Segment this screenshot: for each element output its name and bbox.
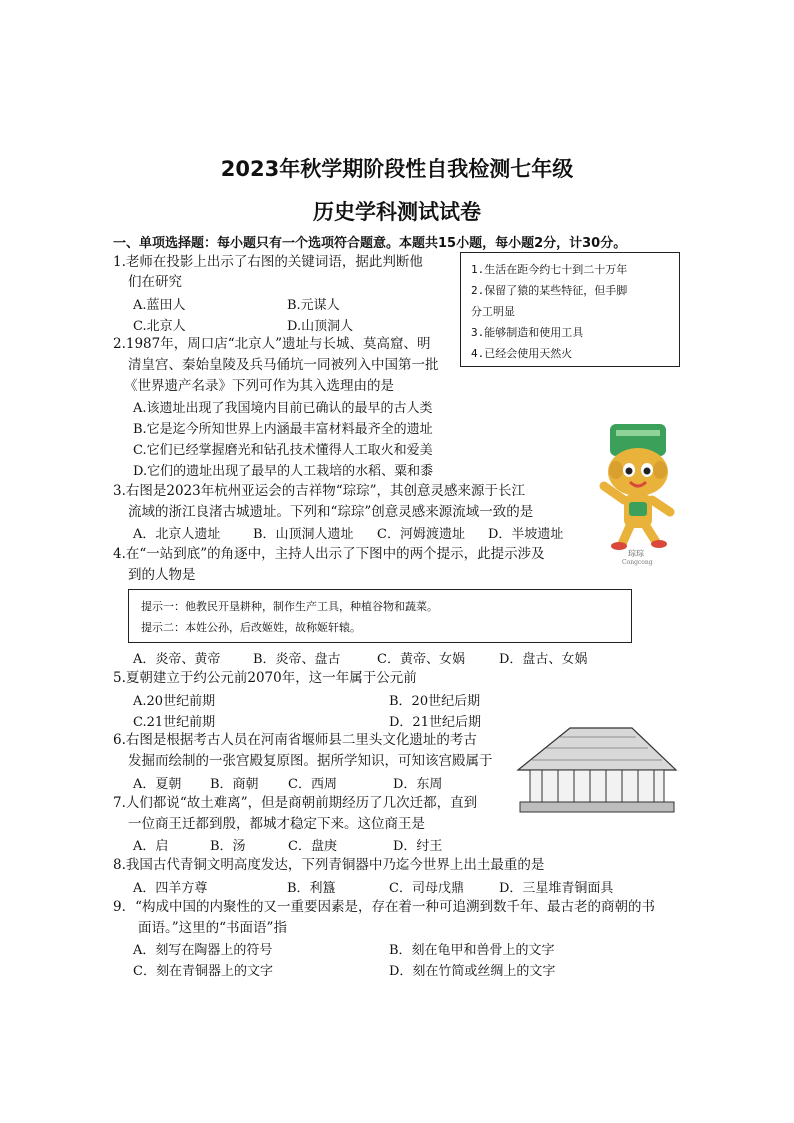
q8-option-c[interactable]: C．司母戊鼎 bbox=[389, 881, 464, 896]
q1-stem-line1: 1.老师在投影上出示了右图的关键词语，据此判断他 bbox=[113, 254, 423, 270]
mascot-leg-left bbox=[622, 526, 630, 544]
q3-option-a[interactable]: A．北京人遗址 bbox=[133, 527, 221, 542]
q5-option-b[interactable]: B．20世纪后期 bbox=[389, 694, 481, 709]
mascot-congcong-image bbox=[588, 420, 688, 570]
q9-option-a[interactable]: A．刻写在陶器上的符号 bbox=[133, 943, 273, 958]
mascot-belly-pattern bbox=[629, 502, 647, 516]
q1-option-b[interactable]: B.元谋人 bbox=[287, 298, 340, 313]
q8-option-d[interactable]: D．三星堆青铜面具 bbox=[499, 881, 614, 896]
mascot-pupil-left bbox=[626, 468, 633, 475]
q6-stem-line2: 发掘而绘制的一张宫殿复原图。据所学知识，可知该宫殿属于 bbox=[128, 753, 493, 769]
q7-option-a[interactable]: A．启 bbox=[133, 839, 169, 854]
q3-option-d[interactable]: D．半坡遗址 bbox=[488, 527, 564, 542]
q4-hint-box bbox=[128, 589, 632, 643]
q7-stem-line1: 7.人们都说“故土难离”，但是商朝前期经历了几次迁都，直到 bbox=[113, 795, 478, 811]
mascot-foot-left bbox=[611, 542, 627, 550]
q1-stem-line2: 们在研究 bbox=[128, 274, 182, 290]
q9-stem-line1: 9．“构成中国的内聚性的又一重要因素是，存在着一种可追溯到数千年、最古老的商朝的书 bbox=[113, 899, 655, 915]
mascot-caption-cn: 琮琮 bbox=[628, 549, 644, 558]
keyword-line: 1.生活在距今约七十到二十万年 bbox=[471, 263, 628, 276]
section-heading: 一、单项选择题：每小题只有一个选项符合题意。本题共15小题，每小题2分，计30分。 bbox=[113, 236, 627, 251]
q6-stem-line1: 6.右图是根据考古人员在河南省堰师县二里头文化遗址的考古 bbox=[113, 732, 477, 748]
exam-title-line2: 历史学科测试试卷 bbox=[313, 200, 481, 224]
keyword-line: 2.保留了猿的某些特征，但手脚 bbox=[471, 284, 628, 297]
q4-option-c[interactable]: C．黄帝、女娲 bbox=[377, 652, 465, 667]
mascot-arm-right bbox=[652, 500, 670, 512]
q5-option-d[interactable]: D．21世纪后期 bbox=[389, 715, 481, 730]
q5-option-a[interactable]: A.20世纪前期 bbox=[133, 694, 216, 709]
q8-stem: 8.我国古代青铜文明高度发达，下列青铜器中乃迄今世界上出土最重的是 bbox=[113, 857, 545, 873]
q1-option-d[interactable]: D.山顶洞人 bbox=[287, 319, 354, 334]
q2-option-b[interactable]: B.它是迄今所知世界上内涵最丰富材料最齐全的遗址 bbox=[133, 422, 433, 437]
q6-option-b[interactable]: B．商朝 bbox=[210, 777, 259, 792]
q1-keyword-box bbox=[460, 252, 680, 367]
palace-hall bbox=[530, 770, 664, 802]
q4-option-a[interactable]: A．炎帝、黄帝 bbox=[133, 652, 221, 667]
q8-option-b[interactable]: B．利簋 bbox=[287, 881, 336, 896]
q6-option-a[interactable]: A．夏朝 bbox=[133, 777, 182, 792]
palace-roof bbox=[518, 728, 676, 770]
mascot-foot-right bbox=[651, 540, 667, 548]
q6-option-c[interactable]: C．西周 bbox=[288, 777, 337, 792]
mascot-pupil-right bbox=[644, 468, 651, 475]
palace-reconstruction-image bbox=[512, 722, 680, 820]
q3-option-b[interactable]: B．山顶洞人遗址 bbox=[253, 527, 354, 542]
keyword-line: 4.已经会使用天然火 bbox=[471, 347, 573, 360]
q1-option-c[interactable]: C.北京人 bbox=[133, 319, 186, 334]
q7-option-d[interactable]: D．纣王 bbox=[393, 839, 443, 854]
mascot-caption-en: Congcong bbox=[622, 559, 653, 566]
q2-stem-line1: 2.1987年，周口店“北京人”遗址与长城、莫高窟、明 bbox=[113, 336, 431, 352]
q8-option-a[interactable]: A．四羊方尊 bbox=[133, 881, 208, 896]
hint-two: 提示二：本姓公孙，后改姬姓，故称姬轩辕。 bbox=[141, 621, 361, 634]
q4-stem-line2: 到的人物是 bbox=[128, 567, 196, 583]
q9-option-b[interactable]: B．刻在龟甲和兽骨上的文字 bbox=[389, 943, 555, 958]
q3-option-c[interactable]: C．河姆渡遗址 bbox=[377, 527, 465, 542]
q7-stem-line2: 一位商王迁都到殷，都城才稳定下来。这位商王是 bbox=[128, 816, 425, 832]
q6-option-d[interactable]: D．东周 bbox=[393, 777, 443, 792]
mascot-ear-left bbox=[609, 461, 623, 479]
q2-option-a[interactable]: A.该遗址出现了我国境内目前已确认的最早的古人类 bbox=[133, 401, 433, 416]
keyword-line: 分工明显 bbox=[471, 305, 515, 318]
mascot-hat-band bbox=[616, 430, 660, 436]
q9-stem-line2: 面语。”这里的“书面语”指 bbox=[138, 920, 287, 936]
q2-stem-line2: 清皇宫、秦始皇陵及兵马俑坑一同被列入中国第一批 bbox=[128, 357, 439, 373]
q4-option-d[interactable]: D．盘古、女娲 bbox=[499, 652, 588, 667]
hint-one: 提示一：他教民开垦耕种，制作生产工具，种植谷物和蔬菜。 bbox=[141, 600, 438, 613]
q4-option-b[interactable]: B．炎帝、盘古 bbox=[253, 652, 341, 667]
q9-option-c[interactable]: C．刻在青铜器上的文字 bbox=[133, 964, 273, 979]
q3-stem-line2: 流域的浙江良渚古城遗址。下列和“琮琮”创意灵感来源流域一致的是 bbox=[128, 504, 534, 520]
q1-option-a[interactable]: A.蓝田人 bbox=[133, 298, 186, 313]
q5-option-c[interactable]: C.21世纪前期 bbox=[133, 715, 216, 730]
keyword-line: 3.能够制造和使用工具 bbox=[471, 326, 584, 339]
mascot-ear-right bbox=[653, 461, 667, 479]
palace-drawing bbox=[512, 722, 680, 820]
mascot-leg-right bbox=[646, 526, 656, 542]
q7-option-c[interactable]: C．盘庚 bbox=[288, 839, 337, 854]
q5-stem: 5.夏朝建立于约公元前2070年，这一年属于公元前 bbox=[113, 670, 417, 686]
q3-stem-line1: 3.右图是2023年杭州亚运会的吉祥物“琮琮”，其创意灵感来源于长江 bbox=[113, 483, 526, 499]
q9-option-d[interactable]: D．刻在竹简或丝绸上的文字 bbox=[389, 964, 556, 979]
q2-option-c[interactable]: C.它们已经掌握磨光和钻孔技术懂得人工取火和爱美 bbox=[133, 443, 433, 458]
q2-option-d[interactable]: D.它们的遗址出现了最早的人工栽培的水稻、粟和黍 bbox=[133, 464, 434, 479]
palace-platform bbox=[520, 802, 674, 812]
q7-option-b[interactable]: B．汤 bbox=[210, 839, 246, 854]
q2-stem-line3: 《世界遗产名录》下列可作为其入选理由的是 bbox=[124, 378, 394, 394]
exam-title-line1: 2023年秋学期阶段性自我检测七年级 bbox=[220, 157, 574, 181]
q4-stem-line1: 4.在“一站到底”的角逐中，主持人出示了下图中的两个提示，此提示涉及 bbox=[113, 546, 545, 562]
